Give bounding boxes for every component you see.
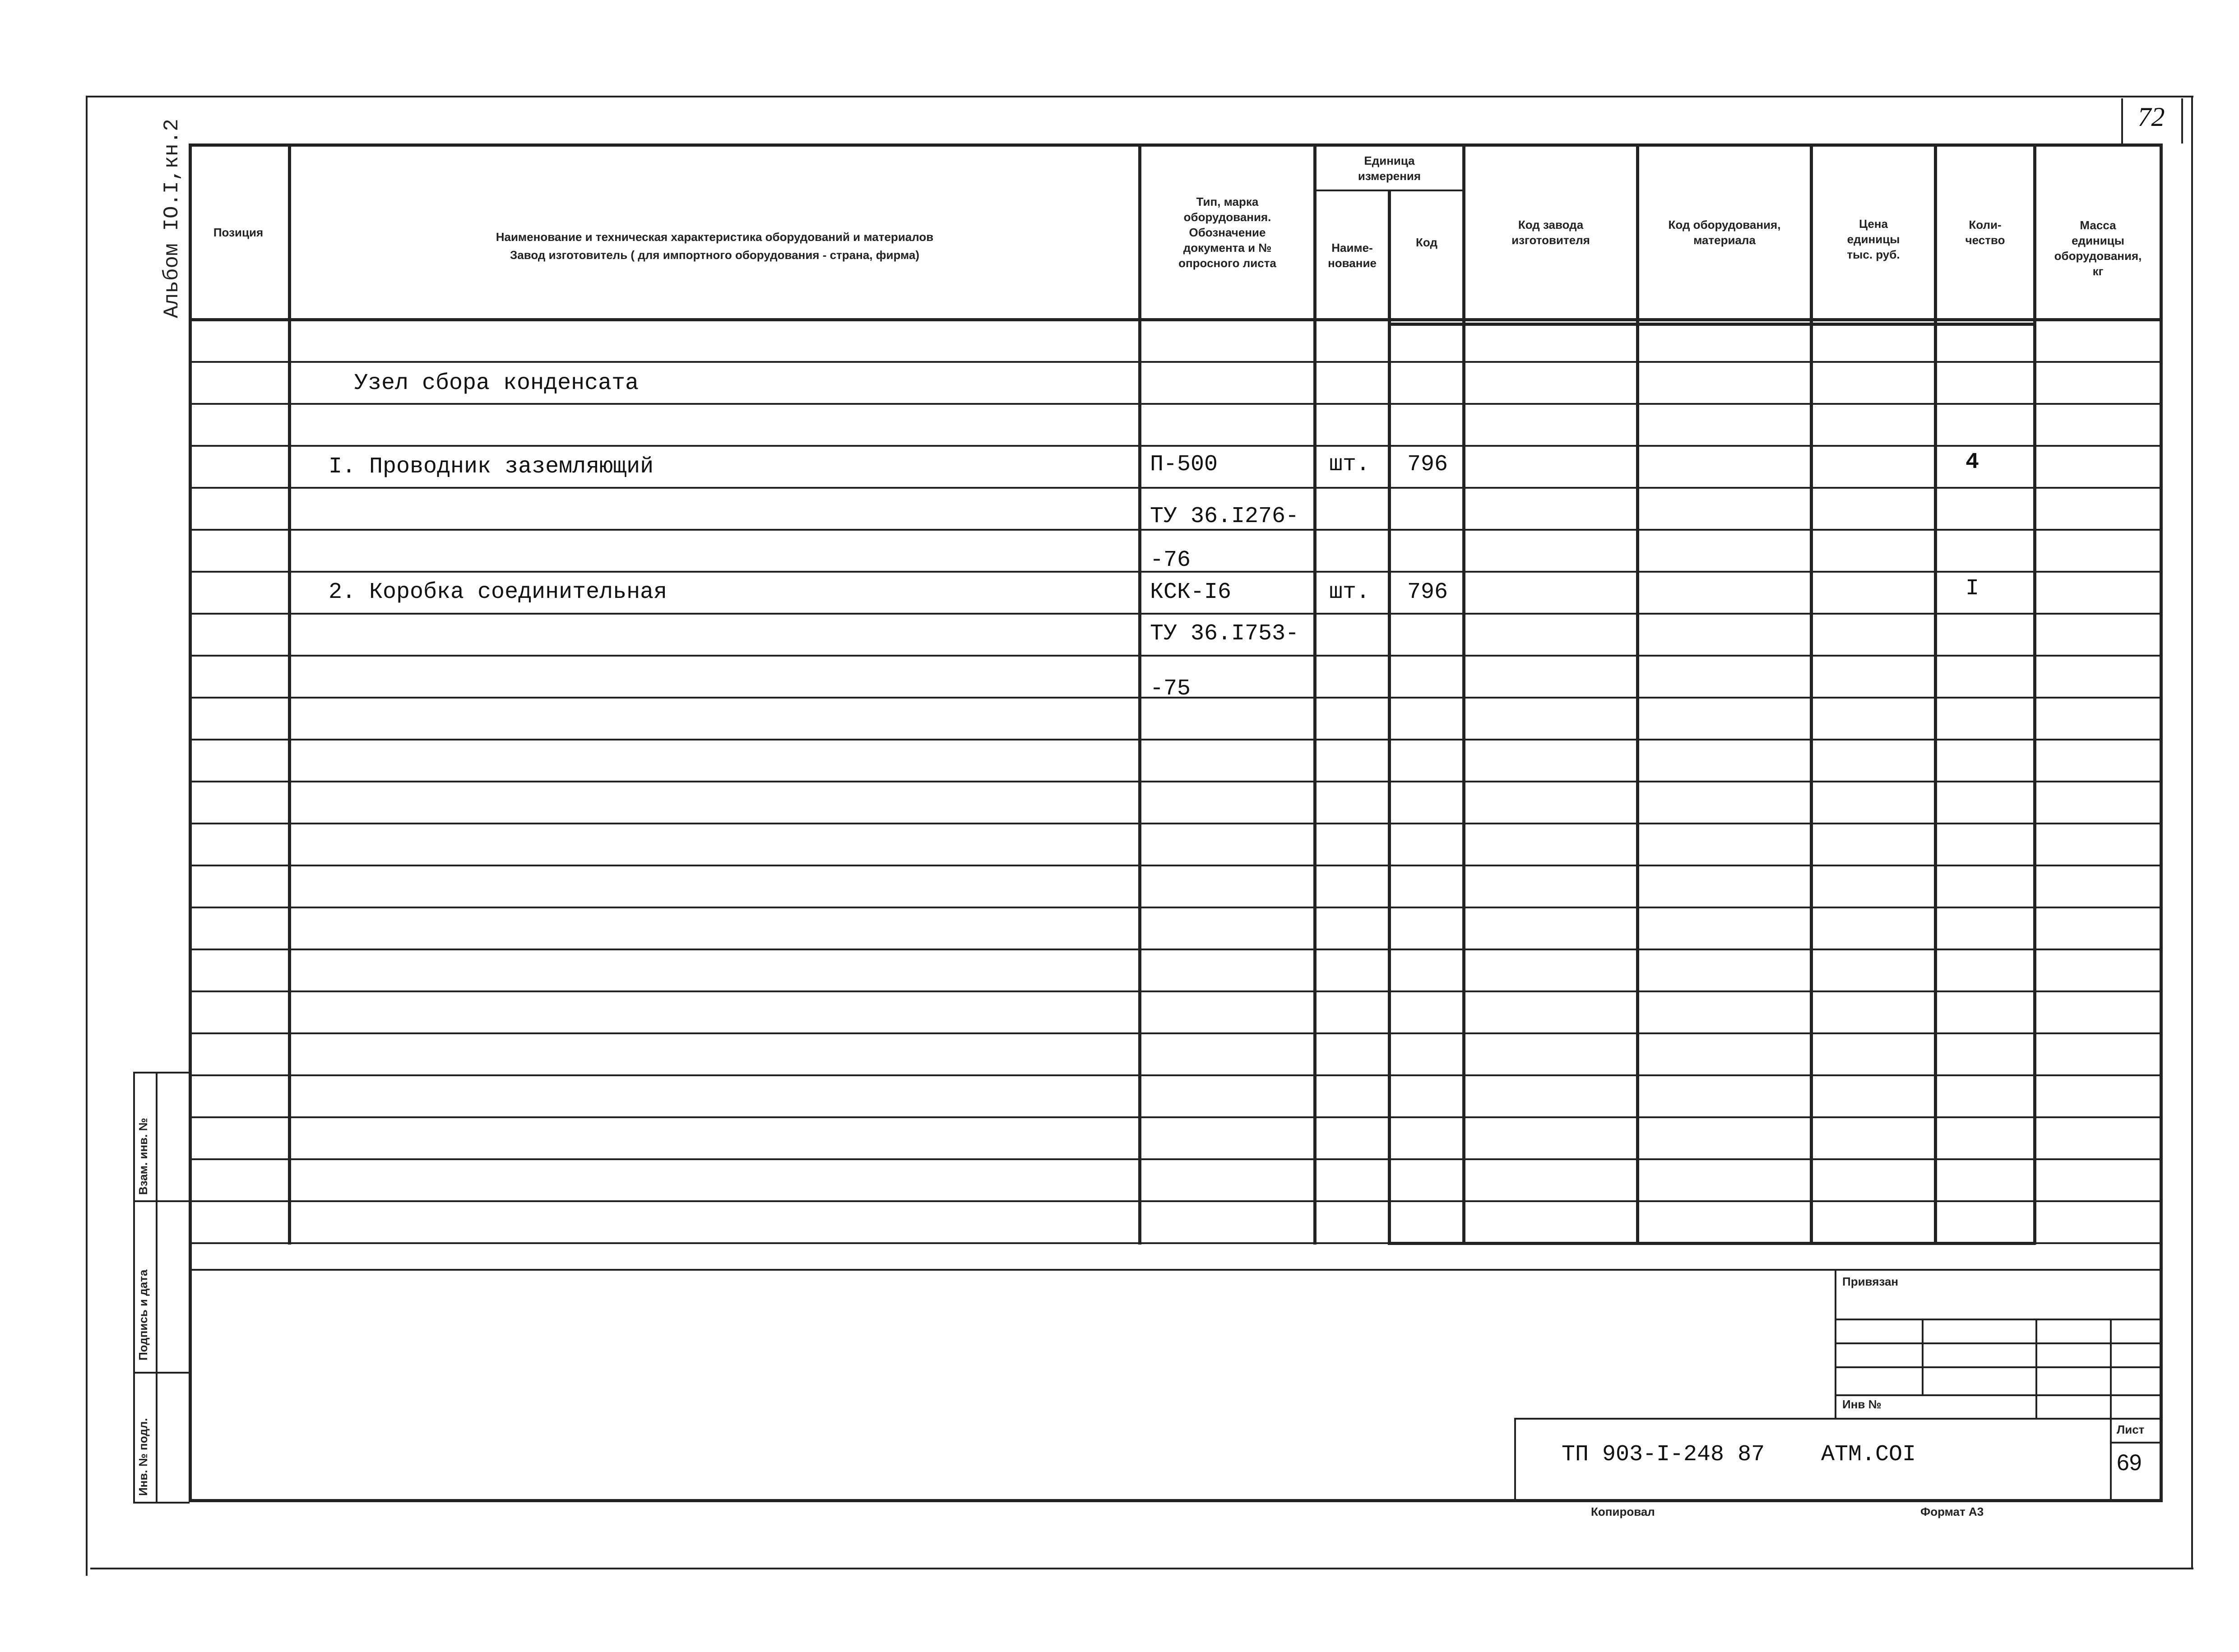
inv-label: Инв № <box>1842 1397 1882 1411</box>
outer-frame-left <box>86 96 88 1576</box>
sheet-number: 69 <box>2117 1450 2142 1475</box>
header-price: Цена единицы тыс. руб. <box>1847 217 1900 261</box>
bound-label: Привязан <box>1842 1275 1899 1288</box>
col-sep-3 <box>1313 143 1317 1245</box>
outer-frame-bottom <box>90 1568 2193 1569</box>
header-unit-code: Код <box>1416 236 1437 249</box>
footer-copied: Копировал <box>1591 1505 1655 1518</box>
header-unit-name: Наиме- нование <box>1328 241 1377 270</box>
bound-line <box>1835 1319 2161 1320</box>
document-code: АТМ.СОI <box>1821 1442 1916 1467</box>
col-sep-4 <box>1388 190 1391 1245</box>
row-line <box>189 1158 2161 1160</box>
section-title: Узел сбора конденсата <box>354 370 639 396</box>
row-line <box>189 1032 2161 1034</box>
title-main-sheet-sep <box>2110 1418 2112 1502</box>
row-line <box>189 990 2161 992</box>
sheet-label: Лист <box>2117 1423 2145 1436</box>
item-type-line: -75 <box>1150 676 1191 702</box>
item-quantity: I <box>1965 576 1979 602</box>
row-line <box>189 487 2161 489</box>
col-sep-1 <box>288 143 291 1245</box>
col-sep-5 <box>1462 143 1465 1245</box>
item-name: 2. Коробка соединительная <box>329 579 668 605</box>
header-factory-code: Код завода изготовителя <box>1511 218 1590 247</box>
side-stamp-top <box>133 1072 190 1074</box>
side-stamp-sign-date: Подпись и дата <box>136 1269 150 1360</box>
col-sep-7 <box>1810 143 1813 1245</box>
header-name-line1: Наименование и техническая характеристика оборудований и материалов <box>496 230 934 244</box>
item-unit-name: шт. <box>1329 579 1370 605</box>
header-mass: Масса единицы оборудования, кг <box>2054 218 2142 278</box>
title-main-top <box>1514 1418 2161 1420</box>
bound-col <box>1922 1319 1924 1394</box>
title-main-left <box>1514 1418 1516 1502</box>
footer-format: Формат А3 <box>1920 1505 1984 1518</box>
row-line <box>189 1200 2161 1202</box>
item-unit-code: 796 <box>1407 452 1448 477</box>
corner-box-right <box>2181 98 2183 143</box>
bound-col <box>2110 1319 2112 1418</box>
item-type-line: ТУ 36.I753- <box>1150 621 1299 647</box>
item-type-line: КСК-I6 <box>1150 579 1232 605</box>
row-line <box>189 823 2161 824</box>
data-box-top <box>1388 323 2035 326</box>
side-stamp-bottom <box>133 1502 190 1504</box>
bound-col <box>2035 1319 2037 1418</box>
unit-group-divider <box>1313 190 1462 191</box>
header-type: Тип, марка оборудования. Обозначение документа и № опросного листа <box>1178 195 1276 270</box>
row-line <box>189 445 2161 447</box>
row-line <box>189 865 2161 866</box>
row-line <box>189 1242 2161 1244</box>
inner-frame-top <box>189 143 2161 147</box>
side-stamp-sep <box>133 1372 190 1374</box>
side-stamp-orig-inv: Инв. № подл. <box>136 1418 150 1496</box>
item-type-line: -76 <box>1150 547 1191 573</box>
outer-frame-top <box>86 96 2193 97</box>
row-line <box>189 739 2161 740</box>
item-type-line: ТУ 36.I276- <box>1150 504 1299 529</box>
bound-line <box>1835 1366 2161 1368</box>
sheet-label-line <box>2110 1442 2161 1444</box>
side-stamp-substitute-inv: Взам. инв. № <box>136 1118 150 1195</box>
row-line <box>189 403 2161 405</box>
row-line <box>189 613 2161 615</box>
header-name-line2: Завод изготовитель ( для импортного оборудования - страна, фирма) <box>510 248 920 262</box>
header-quantity: Коли- чество <box>1965 218 2005 247</box>
row-line <box>189 1074 2161 1076</box>
col-sep-6 <box>1636 143 1639 1245</box>
item-unit-code: 796 <box>1407 579 1448 605</box>
document-designation: ТП 903-I-248 87 <box>1562 1442 1765 1467</box>
row-line <box>189 949 2161 950</box>
col-sep-9 <box>2033 143 2036 1245</box>
row-line <box>189 1116 2161 1118</box>
item-name: I. Проводник заземляющий <box>329 454 654 480</box>
item-unit-name: шт. <box>1329 452 1370 477</box>
bound-line <box>1835 1342 2161 1344</box>
col-sep-2 <box>1138 143 1141 1245</box>
header-equipment-code: Код оборудования, материала <box>1668 218 1781 247</box>
row-line <box>189 655 2161 657</box>
item-type-line: П-500 <box>1150 452 1218 477</box>
header-unit-group: Единица измерения <box>1358 153 1421 183</box>
bound-top <box>1835 1269 2161 1271</box>
row-line <box>189 907 2161 908</box>
inner-frame-bottom <box>189 1499 2163 1502</box>
side-stamp-left <box>133 1072 135 1503</box>
col-sep-8 <box>1934 143 1937 1245</box>
header-position: Позиция <box>213 226 264 239</box>
album-ref: Альбом IO.I,кн.2 <box>160 119 184 318</box>
page-corner-number: 72 <box>2137 102 2165 132</box>
side-stamp-mid <box>156 1072 158 1503</box>
row-line <box>189 781 2161 782</box>
row-line <box>189 361 2161 363</box>
outer-frame-right <box>2191 96 2193 1568</box>
side-stamp-sep <box>133 1200 190 1202</box>
item-quantity: 4 <box>1965 449 1979 475</box>
bound-line <box>1835 1394 2161 1396</box>
